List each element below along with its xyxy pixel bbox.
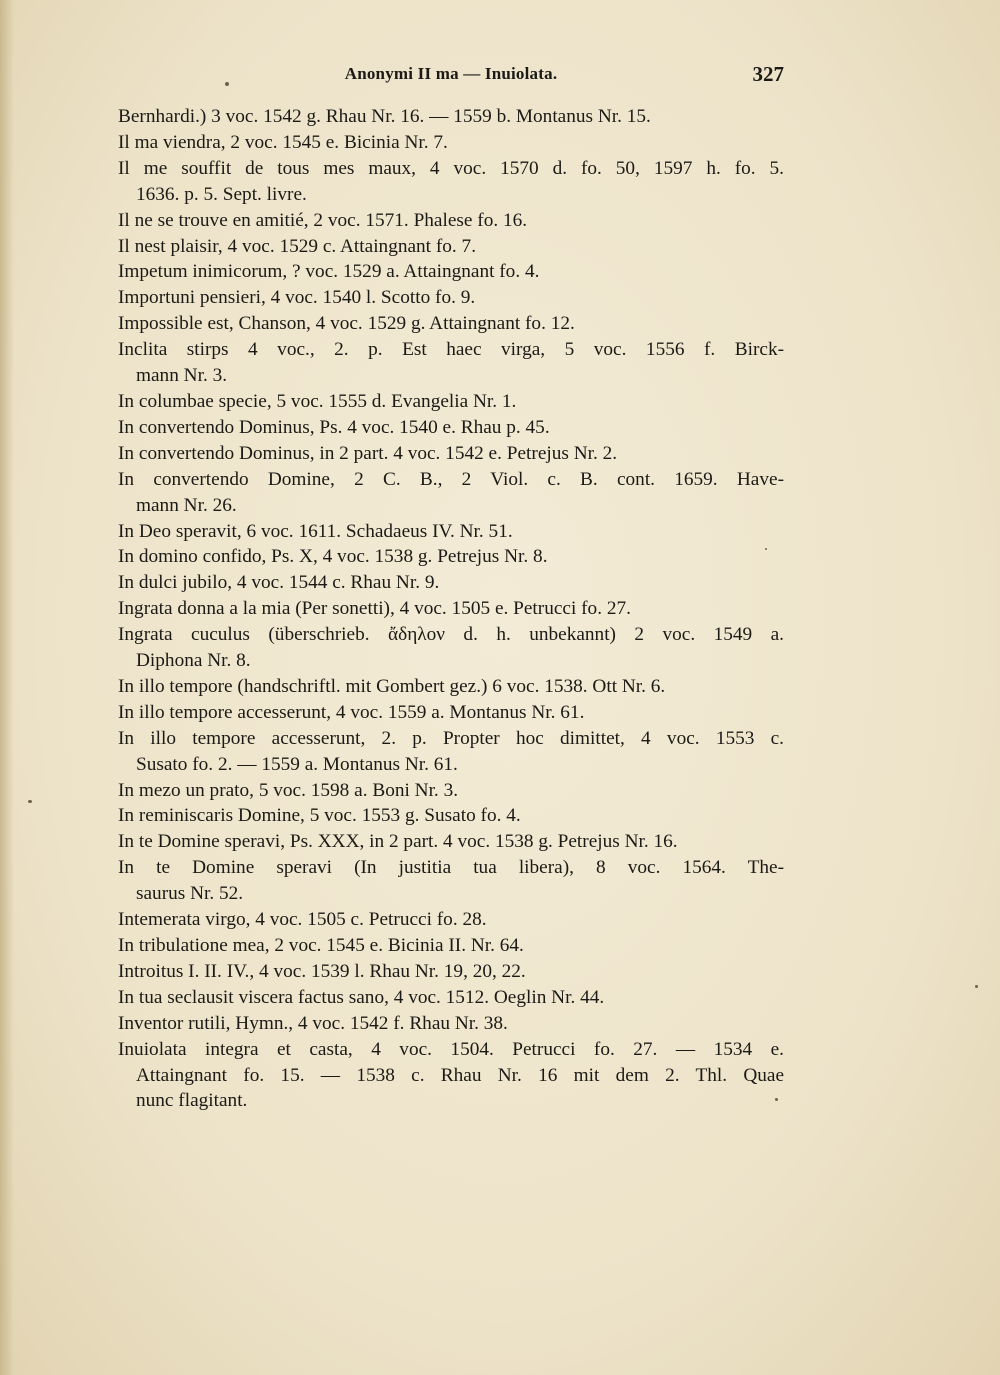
index-entry — [118, 104, 784, 130]
entry-line: Il nest plaisir, 4 voc. 1529 c. Attaingnant fo. 7. — [118, 235, 477, 257]
index-entry — [118, 467, 784, 519]
entry-line: In te Domine speravi (In justitia tua libera), 8 voc. 1564. The- — [118, 857, 784, 879]
index-entry — [118, 674, 784, 700]
entry-line: Ingrata cuculus (überschrieb. ἄδηλον d. h. unbekannt) 2 voc. 1549 a. — [118, 624, 784, 646]
entry-line: Impossible est, Chanson, 4 voc. 1529 g. Attaingnant fo. 12. — [118, 313, 575, 335]
entry-line: Importuni pensieri, 4 voc. 1540 l. Scotto fo. 9. — [118, 287, 476, 309]
running-title: Anonymi II ma — Inuiolata. — [344, 64, 558, 83]
index-entry — [118, 285, 784, 311]
entry-line: In columbae specie, 5 voc. 1555 d. Evangelia Nr. 1. — [118, 390, 517, 412]
index-entry — [118, 907, 784, 933]
index-entry — [118, 778, 784, 804]
page-header — [118, 62, 784, 88]
entry-line: Il ma viendra, 2 voc. 1545 e. Bicinia Nr. 7. — [118, 131, 448, 153]
index-entry — [118, 311, 784, 337]
index-entry — [118, 259, 784, 285]
index-entry — [118, 130, 784, 156]
paper-speck — [765, 548, 767, 550]
index-entry — [118, 829, 784, 855]
entry-line: Bernhardi.) 3 voc. 1542 g. Rhau Nr. 16. — 1559 b. Montanus Nr. 15. — [118, 106, 651, 127]
entry-line: Impetum inimicorum, ? voc. 1529 a. Attaingnant fo. 4. — [118, 261, 540, 283]
paper-speck — [775, 1098, 778, 1101]
entry-continuation-line: Attaingnant fo. 15. — 1538 c. Rhau Nr. 16 mit dem 2. Thl. Quae — [136, 1064, 784, 1086]
entry-line: Il me souffit de tous mes maux, 4 voc. 1570 d. fo. 50, 1597 h. fo. 5. — [118, 157, 784, 179]
entry-continuation-line: 1636. p. 5. Sept. livre. — [136, 183, 307, 205]
entry-line: In domino confido, Ps. X, 4 voc. 1538 g. Petrejus Nr. 8. — [118, 546, 548, 568]
entry-continuation-line: Susato fo. 2. — 1559 a. Montanus Nr. 61. — [136, 753, 458, 775]
entry-line: In tua seclausit viscera factus sano, 4 voc. 1512. Oeglin Nr. 44. — [118, 986, 605, 1008]
entry-line: Intemerata virgo, 4 voc. 1505 c. Petrucci fo. 28. — [118, 909, 487, 931]
entry-line: In te Domine speravi, Ps. XXX, in 2 part. 4 voc. 1538 g. Petrejus Nr. 16. — [118, 831, 678, 853]
entry-line: In illo tempore accesserunt, 2. p. Propter hoc dimittet, 4 voc. 1553 c. — [118, 727, 784, 749]
index-entry — [118, 596, 784, 622]
index-entry — [118, 726, 784, 778]
index-entry — [118, 855, 784, 907]
entry-continuation-line: saurus Nr. 52. — [136, 883, 244, 905]
entry-line: Il ne se trouve en amitié, 2 voc. 1571. Phalese fo. 16. — [118, 209, 528, 231]
index-entry — [118, 234, 784, 260]
entry-line: Inventor rutili, Hymn., 4 voc. 1542 f. Rhau Nr. 38. — [118, 1012, 508, 1034]
index-entry — [118, 700, 784, 726]
entry-continuation-line: mann Nr. 3. — [136, 365, 228, 387]
index-entry — [118, 156, 784, 208]
index-entry — [118, 415, 784, 441]
index-entry — [118, 544, 784, 570]
index-entry — [118, 389, 784, 415]
entry-line: In dulci jubilo, 4 voc. 1544 c. Rhau Nr. 9. — [118, 572, 440, 594]
entry-line: Introitus I. II. IV., 4 voc. 1539 l. Rhau Nr. 19, 20, 22. — [118, 960, 526, 982]
entry-line: In tribulatione mea, 2 voc. 1545 e. Bicinia II. Nr. 64. — [118, 935, 524, 956]
entry-line: Ingrata donna a la mia (Per sonetti), 4 voc. 1505 e. Petrucci fo. 27. — [118, 598, 631, 620]
index-entry — [118, 933, 784, 959]
index-entry — [118, 959, 784, 985]
page-edge-shadow — [0, 0, 14, 1375]
index-entries — [118, 104, 784, 1114]
entry-continuation-line: nunc flagitant. — [136, 1090, 248, 1112]
entry-line: In Deo speravit, 6 voc. 1611. Schadaeus IV. Nr. 51. — [118, 520, 513, 542]
paper-speck — [28, 800, 32, 803]
entry-line: In convertendo Dominus, Ps. 4 voc. 1540 e. Rhau p. 45. — [118, 416, 550, 438]
entry-line: Inuiolata integra et casta, 4 voc. 1504. Petrucci fo. 27. — 1534 e. — [118, 1038, 784, 1060]
entry-line: In mezo un prato, 5 voc. 1598 a. Boni Nr. 3. — [118, 779, 459, 801]
index-entry — [118, 1037, 784, 1115]
page-number: 327 — [752, 62, 784, 86]
index-entry — [118, 519, 784, 545]
index-entry — [118, 803, 784, 829]
entry-line: Inclita stirps 4 voc., 2. p. Est haec virga, 5 voc. 1556 f. Birck- — [118, 339, 784, 361]
entry-line: In convertendo Dominus, in 2 part. 4 voc. 1542 e. Petrejus Nr. 2. — [118, 442, 618, 464]
entry-continuation-line: Diphona Nr. 8. — [136, 650, 251, 672]
index-entry — [118, 441, 784, 467]
paper-speck — [975, 985, 978, 988]
entry-line: In illo tempore accesserunt, 4 voc. 1559 a. Montanus Nr. 61. — [118, 701, 585, 723]
index-entry — [118, 570, 784, 596]
index-entry — [118, 1011, 784, 1037]
index-entry — [118, 622, 784, 674]
entry-line: In convertendo Domine, 2 C. B., 2 Viol. c. B. cont. 1659. Have- — [118, 468, 784, 490]
index-entry — [118, 337, 784, 389]
entry-line: In illo tempore (handschriftl. mit Gombert gez.) 6 voc. 1538. Ott Nr. 6. — [118, 675, 666, 697]
entry-continuation-line: mann Nr. 26. — [136, 494, 237, 516]
entry-line: In reminiscaris Domine, 5 voc. 1553 g. Susato fo. 4. — [118, 805, 521, 827]
index-entry — [118, 985, 784, 1011]
index-entry — [118, 208, 784, 234]
paper-speck — [225, 82, 229, 86]
